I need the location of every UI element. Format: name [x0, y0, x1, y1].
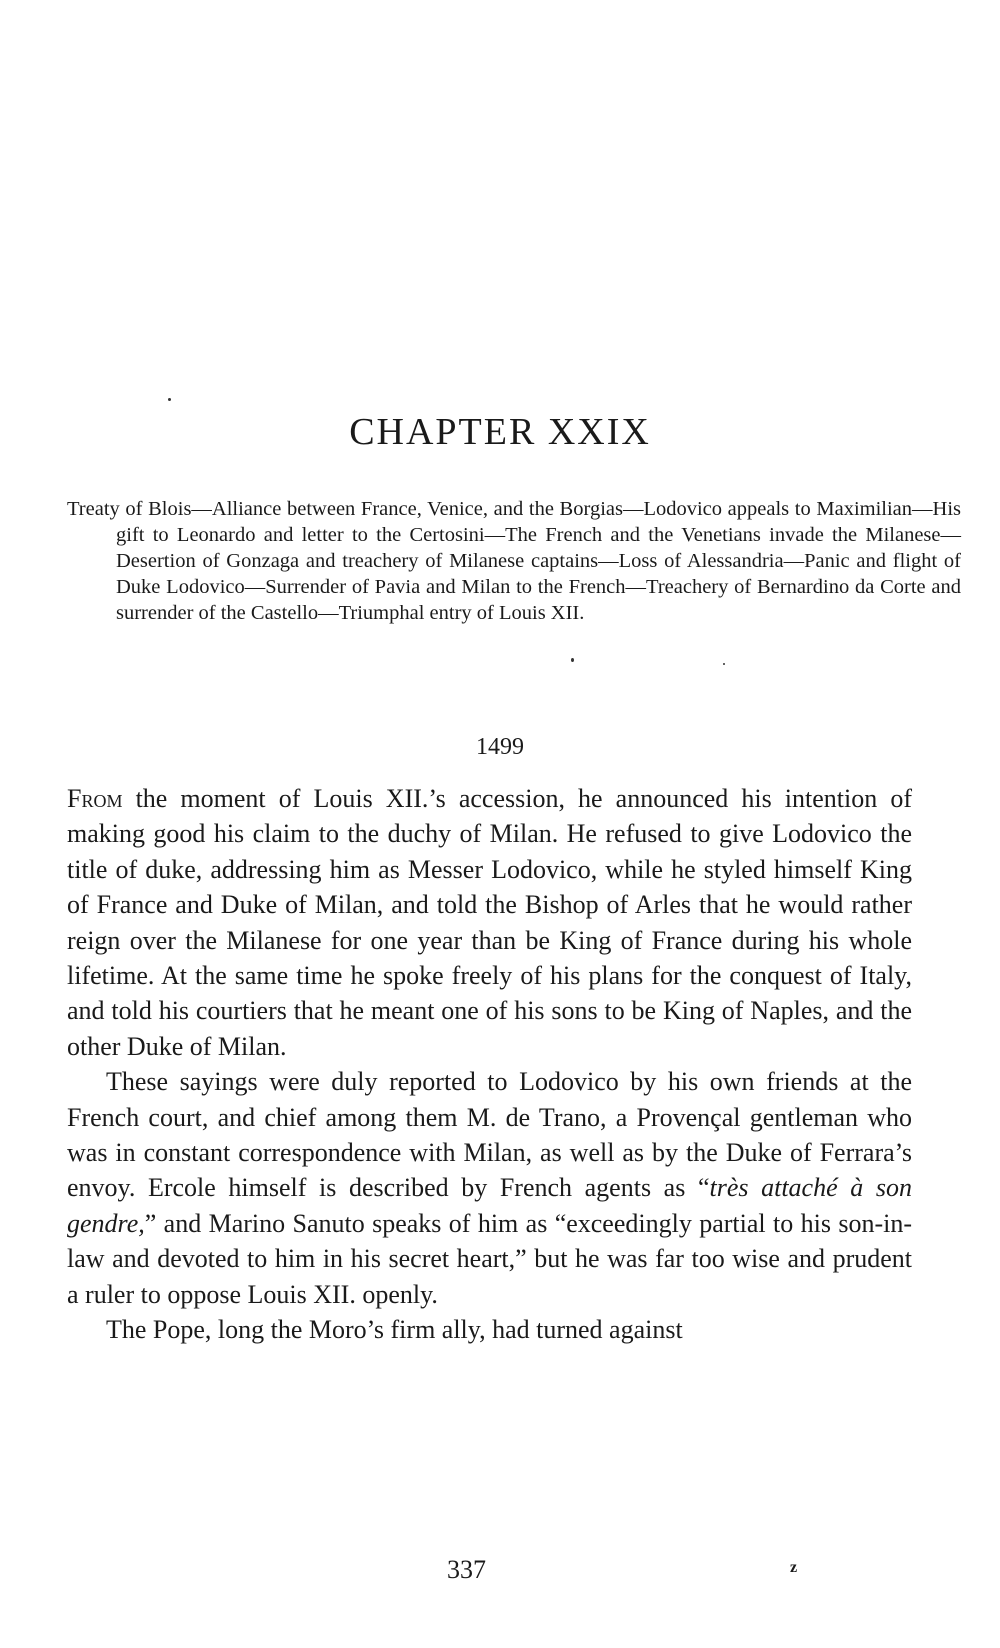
chapter-synopsis: Treaty of Blois—Alliance between France, Venice, and the Borgias—Lodovico appeals to Maximilian—His gift to Leonardo and letter to the Certosini—The French and the Venetians invade the Milanese—Desertion of Gonzaga and treachery of Milanese captains—Loss of Alessandria—Panic and flight of Duke Lodovico—Surrender of Pavia and Milan to the French—Treachery of Bernardino da Corte and surrender of the Castello—Triumphal entry of Louis XII. [67, 498, 961, 624]
paragraph-2-french-quote: très attaché à son gendre, [67, 1173, 912, 1238]
paragraph-1 [67, 781, 912, 1064]
paragraph-1-lead: From [67, 784, 123, 813]
chapter-year: 1499 [476, 734, 524, 760]
page-number: 337 [447, 1555, 486, 1584]
paragraph-2-text-a: These sayings were duly reported to Lodovico by his own friends at the French court, and chief among them M. de Trano, a Provençal gentleman who was in constant correspondence with Milan, as well as by the Duke of Ferrara’s envoy. Ercole himself is described by French agents as “ [67, 1067, 912, 1203]
chapter-title: CHAPTER XXIX [349, 411, 651, 453]
paragraph-2-text-b: ” and Marino Sanuto speaks of him as “exceedingly partial to his son-in-law and devoted to him in his secret heart,” but he was far too wise and prudent a ruler to oppose Louis XII. openly. [67, 1208, 912, 1309]
paragraph-2 [67, 1064, 912, 1312]
paragraph-1-text: the moment of Louis XII.’s accession, he announced his intention of making good his claim to the duchy of Milan. He refused to give Lodovico the title of duke, addressing him as Messer Lodovico, while he styled himself King of France and Duke of Milan, and told the Bishop of Arles that he would rather reign over the Milanese for one year than be King of France during his whole lifetime. At the same time he spoke freely of his plans for the conquest of Italy, and told his courtiers that he meant one of his sons to be King of Naples, and the other Duke of Milan. [67, 784, 912, 1061]
signature-mark: z [790, 1559, 798, 1576]
ink-speck [571, 658, 574, 662]
body-text [67, 781, 912, 1348]
ink-speck [168, 398, 171, 401]
paragraph-3: The Pope, long the Moro’s firm ally, had turned against [106, 1315, 683, 1345]
ink-speck [723, 663, 725, 665]
